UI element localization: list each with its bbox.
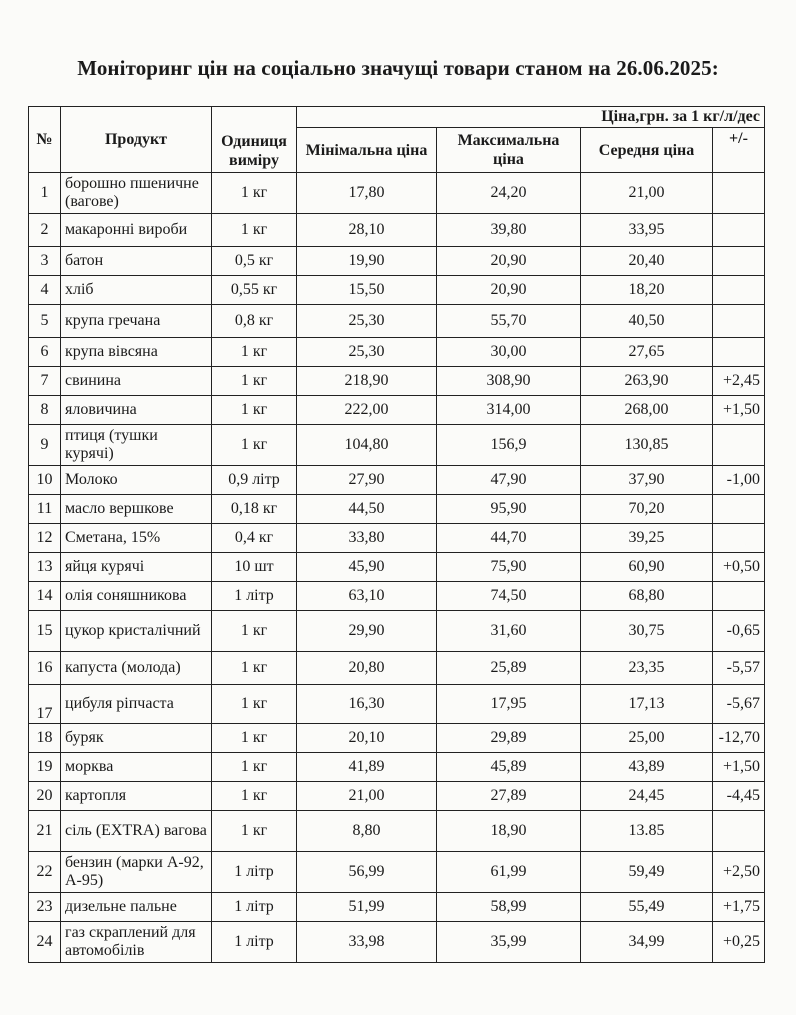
min-price: 51,99 xyxy=(297,893,437,922)
row-number: 17 xyxy=(29,685,61,724)
table-row xyxy=(29,685,765,724)
price-change: +2,50 xyxy=(713,852,765,893)
max-price: 55,70 xyxy=(437,305,581,338)
table-row xyxy=(29,425,765,466)
max-price: 29,89 xyxy=(437,724,581,753)
unit: 1 кг xyxy=(212,173,297,214)
product-name: Молоко xyxy=(61,466,212,495)
max-price: 20,90 xyxy=(437,247,581,276)
unit: 1 кг xyxy=(212,811,297,852)
row-number: 2 xyxy=(29,214,61,247)
product-name: газ скраплений для автомобілів xyxy=(61,922,212,963)
max-price: 24,20 xyxy=(437,173,581,214)
table-row xyxy=(29,466,765,495)
max-price: 35,99 xyxy=(437,922,581,963)
table-row xyxy=(29,611,765,652)
avg-price: 20,40 xyxy=(581,247,713,276)
price-change xyxy=(713,524,765,553)
avg-price: 18,20 xyxy=(581,276,713,305)
avg-price: 17,13 xyxy=(581,685,713,724)
avg-price: 39,25 xyxy=(581,524,713,553)
unit: 1 кг xyxy=(212,425,297,466)
price-table xyxy=(28,106,765,963)
min-price: 33,98 xyxy=(297,922,437,963)
table-row xyxy=(29,852,765,893)
unit: 0,5 кг xyxy=(212,247,297,276)
header-number: № xyxy=(29,107,61,173)
product-name: цибуля ріпчаста xyxy=(61,685,212,724)
row-number: 12 xyxy=(29,524,61,553)
min-price: 63,10 xyxy=(297,582,437,611)
row-number: 9 xyxy=(29,425,61,466)
price-change xyxy=(713,305,765,338)
unit: 1 кг xyxy=(212,367,297,396)
row-number: 8 xyxy=(29,396,61,425)
product-name: морква xyxy=(61,753,212,782)
product-name: сіль (EXTRA) вагова xyxy=(61,811,212,852)
row-number: 3 xyxy=(29,247,61,276)
product-name: свинина xyxy=(61,367,212,396)
table-row xyxy=(29,922,765,963)
price-change: +1,50 xyxy=(713,396,765,425)
avg-price: 27,65 xyxy=(581,338,713,367)
min-price: 28,10 xyxy=(297,214,437,247)
avg-price: 55,49 xyxy=(581,893,713,922)
row-number: 20 xyxy=(29,782,61,811)
price-change xyxy=(713,276,765,305)
min-price: 17,80 xyxy=(297,173,437,214)
min-price: 20,80 xyxy=(297,652,437,685)
min-price: 33,80 xyxy=(297,524,437,553)
max-price: 18,90 xyxy=(437,811,581,852)
price-change xyxy=(713,811,765,852)
avg-price: 68,80 xyxy=(581,582,713,611)
price-change: +1,50 xyxy=(713,753,765,782)
max-price: 31,60 xyxy=(437,611,581,652)
unit: 1 літр xyxy=(212,582,297,611)
min-price: 218,90 xyxy=(297,367,437,396)
product-name: птиця (тушки курячі) xyxy=(61,425,212,466)
price-change xyxy=(713,173,765,214)
row-number: 11 xyxy=(29,495,61,524)
product-name: Сметана, 15% xyxy=(61,524,212,553)
product-name: картопля xyxy=(61,782,212,811)
table-row xyxy=(29,782,765,811)
avg-price: 25,00 xyxy=(581,724,713,753)
product-name: хліб xyxy=(61,276,212,305)
min-price: 19,90 xyxy=(297,247,437,276)
table-row xyxy=(29,724,765,753)
header-avg-price: Середня ціна xyxy=(581,128,713,173)
row-number: 22 xyxy=(29,852,61,893)
row-number: 1 xyxy=(29,173,61,214)
unit: 1 кг xyxy=(212,611,297,652)
table-row xyxy=(29,524,765,553)
price-change: -12,70 xyxy=(713,724,765,753)
table-row xyxy=(29,495,765,524)
table-row xyxy=(29,553,765,582)
table-row xyxy=(29,396,765,425)
unit: 1 кг xyxy=(212,652,297,685)
price-change: -5,67 xyxy=(713,685,765,724)
price-change xyxy=(713,425,765,466)
table-row xyxy=(29,214,765,247)
min-price: 104,80 xyxy=(297,425,437,466)
avg-price: 21,00 xyxy=(581,173,713,214)
unit: 0,4 кг xyxy=(212,524,297,553)
product-name: капуста (молода) xyxy=(61,652,212,685)
row-number: 24 xyxy=(29,922,61,963)
unit: 1 кг xyxy=(212,214,297,247)
price-change: -4,45 xyxy=(713,782,765,811)
max-price: 47,90 xyxy=(437,466,581,495)
table-row xyxy=(29,893,765,922)
table-row xyxy=(29,173,765,214)
min-price: 29,90 xyxy=(297,611,437,652)
max-price: 58,99 xyxy=(437,893,581,922)
product-name: борошно пшеничне (вагове) xyxy=(61,173,212,214)
unit: 0,8 кг xyxy=(212,305,297,338)
min-price: 25,30 xyxy=(297,338,437,367)
table-row xyxy=(29,305,765,338)
unit: 1 літр xyxy=(212,852,297,893)
row-number: 23 xyxy=(29,893,61,922)
price-change xyxy=(713,338,765,367)
avg-price: 34,99 xyxy=(581,922,713,963)
row-number: 4 xyxy=(29,276,61,305)
avg-price: 268,00 xyxy=(581,396,713,425)
min-price: 25,30 xyxy=(297,305,437,338)
price-change xyxy=(713,495,765,524)
unit: 0,9 літр xyxy=(212,466,297,495)
product-name: яйця курячі xyxy=(61,553,212,582)
table-row xyxy=(29,811,765,852)
max-price: 75,90 xyxy=(437,553,581,582)
table-row xyxy=(29,338,765,367)
max-price: 74,50 xyxy=(437,582,581,611)
row-number: 21 xyxy=(29,811,61,852)
max-price: 17,95 xyxy=(437,685,581,724)
min-price: 21,00 xyxy=(297,782,437,811)
max-price: 95,90 xyxy=(437,495,581,524)
unit: 1 літр xyxy=(212,922,297,963)
avg-price: 37,90 xyxy=(581,466,713,495)
row-number: 16 xyxy=(29,652,61,685)
row-number: 15 xyxy=(29,611,61,652)
avg-price: 23,35 xyxy=(581,652,713,685)
product-name: батон xyxy=(61,247,212,276)
product-name: макаронні вироби xyxy=(61,214,212,247)
max-price: 20,90 xyxy=(437,276,581,305)
min-price: 44,50 xyxy=(297,495,437,524)
max-price: 61,99 xyxy=(437,852,581,893)
product-name: олія соняшникова xyxy=(61,582,212,611)
product-name: крупа гречана xyxy=(61,305,212,338)
table-row xyxy=(29,753,765,782)
table-row xyxy=(29,367,765,396)
product-name: буряк xyxy=(61,724,212,753)
max-price: 39,80 xyxy=(437,214,581,247)
price-change: -1,00 xyxy=(713,466,765,495)
avg-price: 24,45 xyxy=(581,782,713,811)
price-change: +2,45 xyxy=(713,367,765,396)
avg-price: 33,95 xyxy=(581,214,713,247)
product-name: яловичина xyxy=(61,396,212,425)
row-number: 6 xyxy=(29,338,61,367)
unit: 0,55 кг xyxy=(212,276,297,305)
min-price: 8,80 xyxy=(297,811,437,852)
unit: 1 кг xyxy=(212,782,297,811)
header-product: Продукт xyxy=(61,107,212,173)
price-change: +1,75 xyxy=(713,893,765,922)
max-price: 25,89 xyxy=(437,652,581,685)
product-name: бензин (марки А-92, А-95) xyxy=(61,852,212,893)
max-price: 156,9 xyxy=(437,425,581,466)
unit: 1 кг xyxy=(212,396,297,425)
price-change: +0,50 xyxy=(713,553,765,582)
price-change xyxy=(713,582,765,611)
unit: 1 кг xyxy=(212,753,297,782)
row-number: 7 xyxy=(29,367,61,396)
unit: 1 літр xyxy=(212,893,297,922)
header-min-price: Мінімальна ціна xyxy=(297,128,437,173)
row-number: 14 xyxy=(29,582,61,611)
avg-price: 43,89 xyxy=(581,753,713,782)
row-number: 19 xyxy=(29,753,61,782)
unit: 1 кг xyxy=(212,338,297,367)
unit: 1 кг xyxy=(212,685,297,724)
avg-price: 40,50 xyxy=(581,305,713,338)
min-price: 16,30 xyxy=(297,685,437,724)
header-change: +/- xyxy=(713,128,765,173)
avg-price: 30,75 xyxy=(581,611,713,652)
avg-price: 130,85 xyxy=(581,425,713,466)
avg-price: 70,20 xyxy=(581,495,713,524)
avg-price: 263,90 xyxy=(581,367,713,396)
unit: 1 кг xyxy=(212,724,297,753)
unit: 10 шт xyxy=(212,553,297,582)
table-row xyxy=(29,652,765,685)
max-price: 27,89 xyxy=(437,782,581,811)
max-price: 30,00 xyxy=(437,338,581,367)
avg-price: 59,49 xyxy=(581,852,713,893)
product-name: масло вершкове xyxy=(61,495,212,524)
max-price: 314,00 xyxy=(437,396,581,425)
min-price: 56,99 xyxy=(297,852,437,893)
min-price: 222,00 xyxy=(297,396,437,425)
min-price: 20,10 xyxy=(297,724,437,753)
price-change: -0,65 xyxy=(713,611,765,652)
avg-price: 13.85 xyxy=(581,811,713,852)
price-change xyxy=(713,214,765,247)
product-name: дизельне пальне xyxy=(61,893,212,922)
header-price-group: Ціна,грн. за 1 кг/л/дес xyxy=(297,107,765,128)
row-number: 10 xyxy=(29,466,61,495)
price-change: +0,25 xyxy=(713,922,765,963)
max-price: 308,90 xyxy=(437,367,581,396)
min-price: 27,90 xyxy=(297,466,437,495)
product-name: цукор кристалічний xyxy=(61,611,212,652)
table-row xyxy=(29,247,765,276)
product-name: крупа вівсяна xyxy=(61,338,212,367)
table-row xyxy=(29,582,765,611)
max-price: 44,70 xyxy=(437,524,581,553)
price-change: -5,57 xyxy=(713,652,765,685)
unit: 0,18 кг xyxy=(212,495,297,524)
header-unit: Одиниця виміру xyxy=(212,107,297,173)
min-price: 45,90 xyxy=(297,553,437,582)
min-price: 15,50 xyxy=(297,276,437,305)
table-row xyxy=(29,276,765,305)
max-price: 45,89 xyxy=(437,753,581,782)
price-change xyxy=(713,247,765,276)
row-number: 13 xyxy=(29,553,61,582)
row-number: 18 xyxy=(29,724,61,753)
page-title: Моніторинг цін на соціально значущі товари станом на 26.06.2025: xyxy=(77,56,719,80)
avg-price: 60,90 xyxy=(581,553,713,582)
row-number: 5 xyxy=(29,305,61,338)
min-price: 41,89 xyxy=(297,753,437,782)
header-max-price: Максимальна ціна xyxy=(437,128,581,173)
